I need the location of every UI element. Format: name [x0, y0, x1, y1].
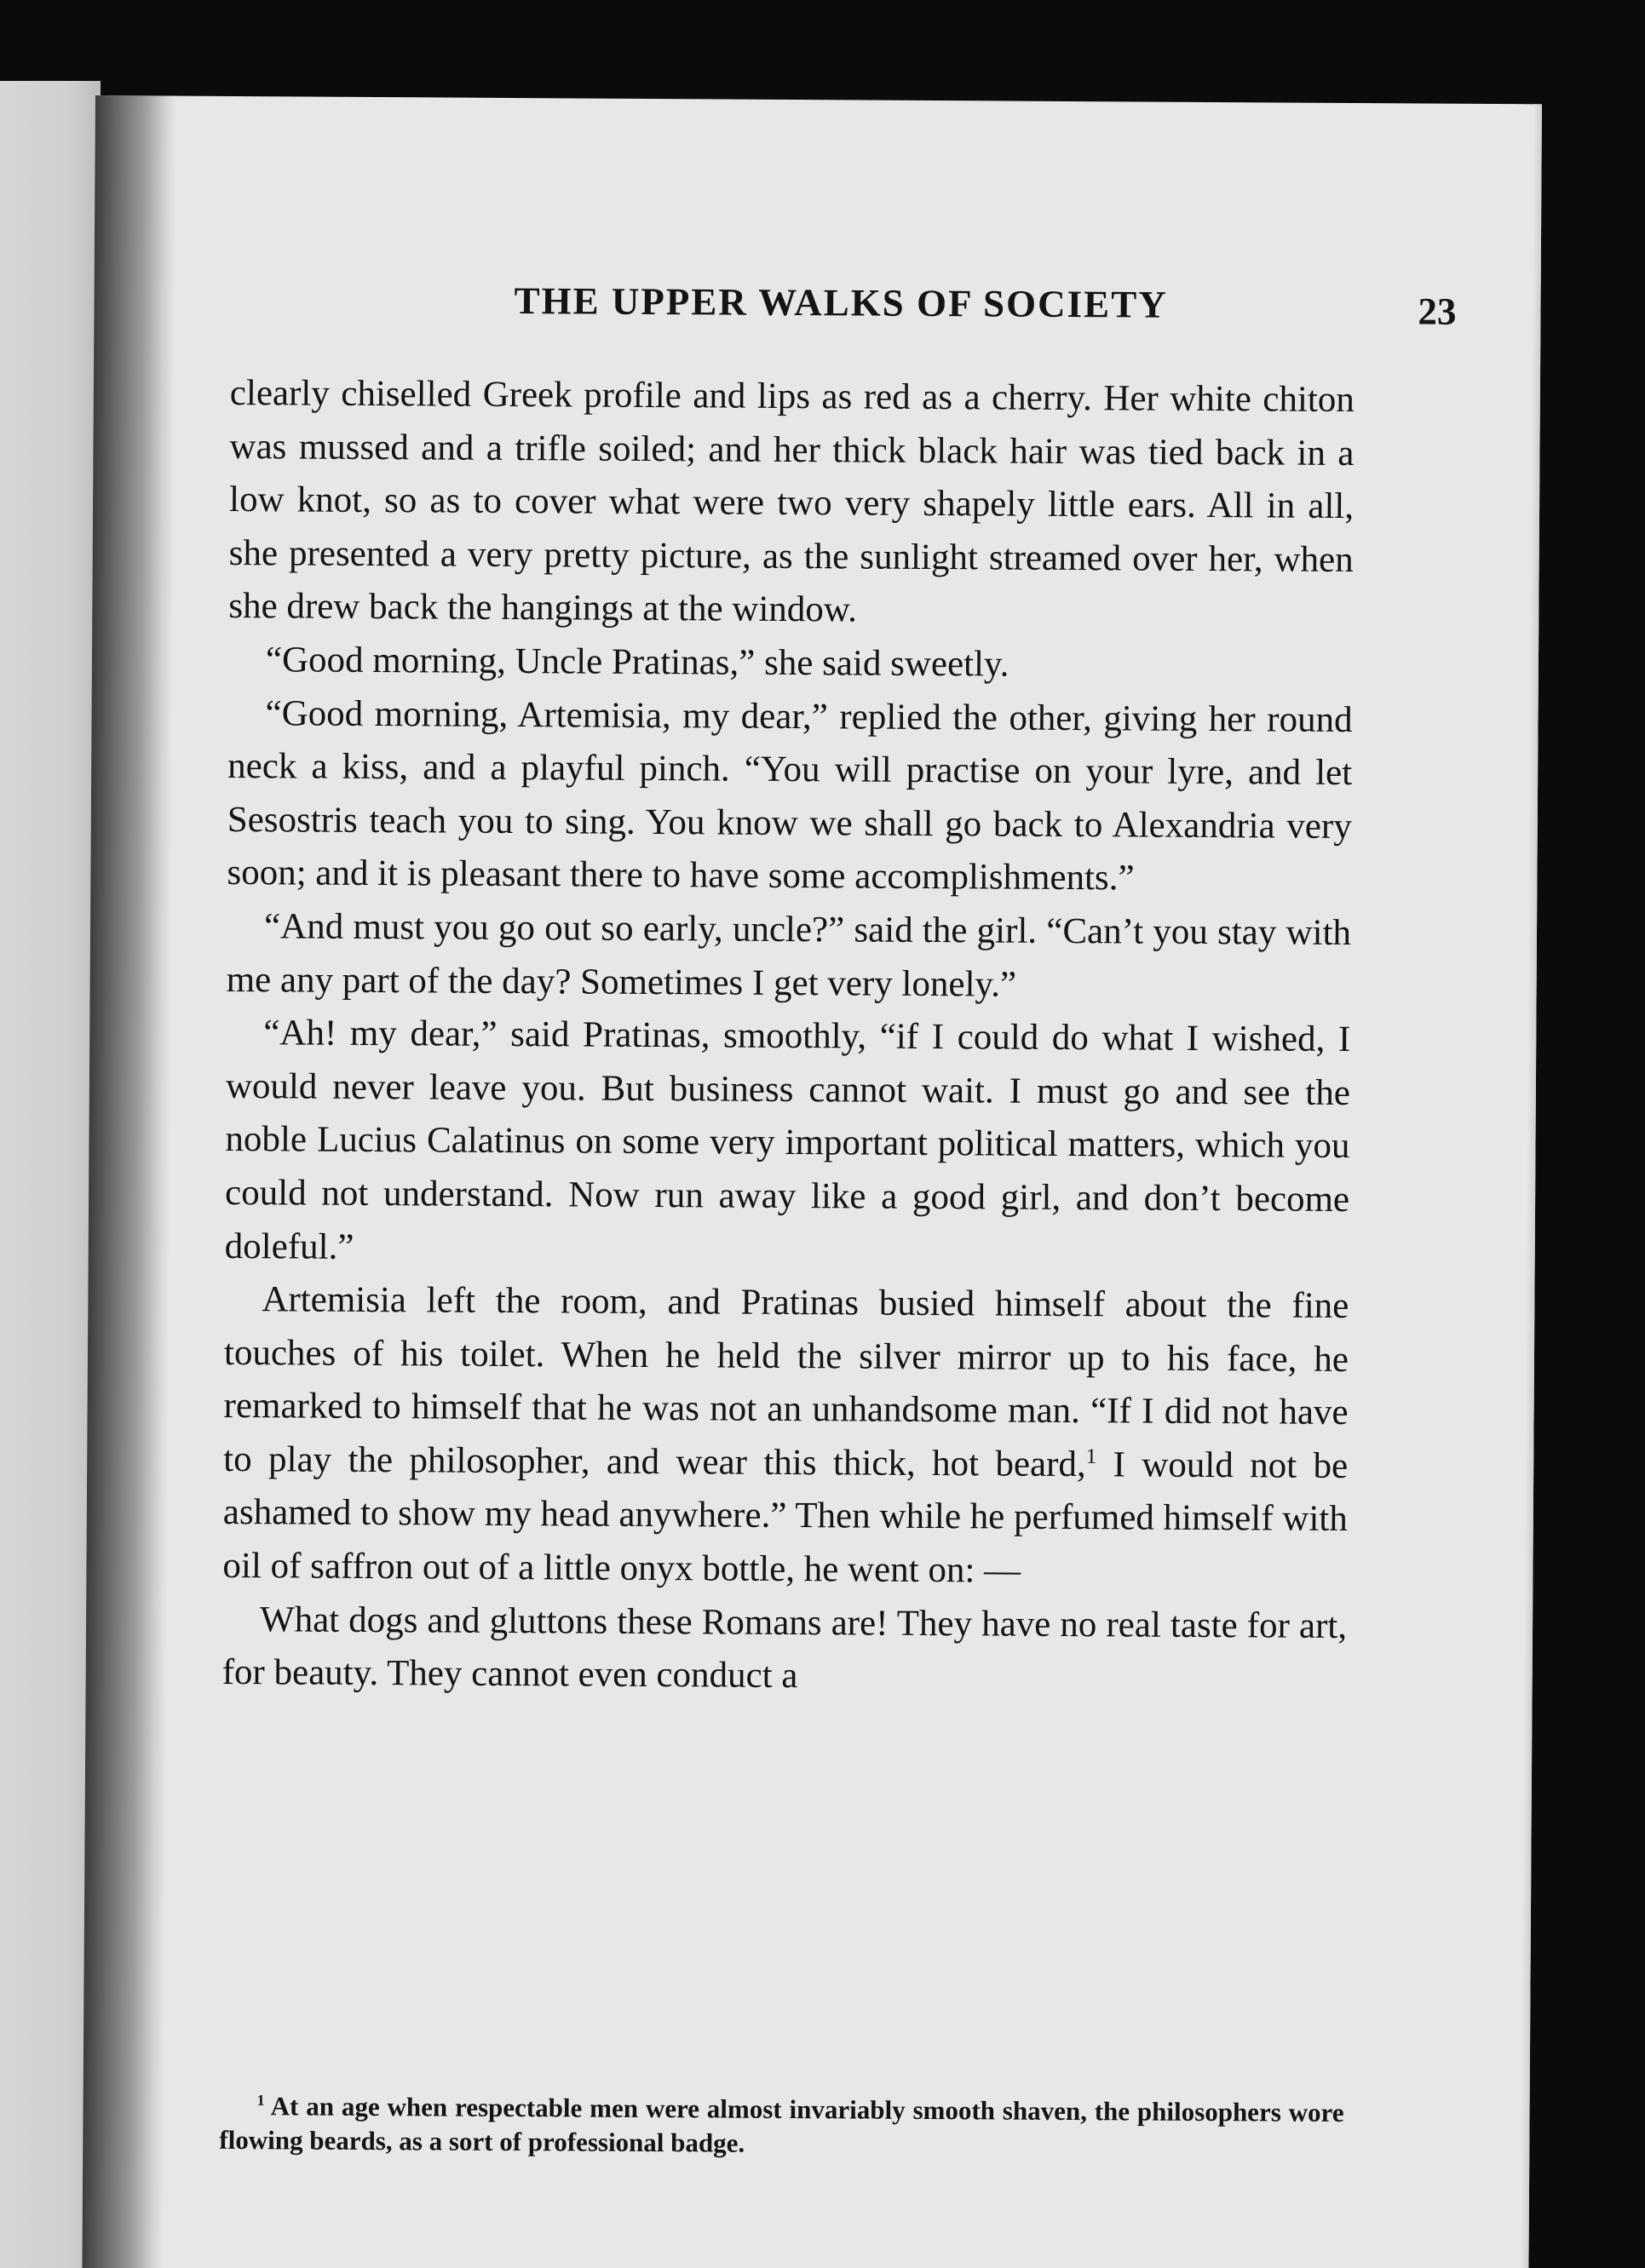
page-header: [217, 277, 1461, 353]
footnote-reference: 1: [1085, 1444, 1097, 1468]
footnote-text: At an age when respectable men were almost invariably smooth shaven, the philosophers wore flowing beards, as a sort of professional badge.: [219, 2091, 1344, 2158]
paragraph-6-text-start: Artemisia left the room, and Pratinas busied himself about the fine touches of his toilet. When he held the silver mirror up to his face, he remarked to himself that he was not an unhandsome man. “If I did not have to play the philosopher, and wear this thick, hot beard,: [223, 1279, 1349, 1485]
paragraph-5: “Ah! my dear,” said Pratinas, smoothly, “if I could do what I wished, I would never leave you. But business cannot wait. I must go and see the noble Lucius Calatinus on some very important political matters, which you could not understand. Now run away like a good girl, and don’t become doleful.”: [224, 1013, 1351, 1267]
book-page: [82, 95, 1542, 2268]
page-gutter-shadow: [82, 95, 176, 2268]
footnote-paragraph: [219, 2089, 1343, 2164]
body-text: [221, 367, 1355, 1707]
paragraph-4: “And must you go out so early, uncle?” said the girl. “Can’t you stay with me any part of the day? Sometimes I get very lonely.”: [226, 906, 1352, 1005]
running-head: THE UPPER WALKS OF SOCIETY: [514, 279, 1168, 326]
paragraph-6-text-end: I would not be ashamed to show my head anywhere.” Then while he perfumed himself with oil of saffron out of a little onyx bottle, he went on: —: [222, 1444, 1349, 1591]
paragraph-7: What dogs and gluttons these Romans are! They have no real taste for art, for beauty. They cannot even conduct a: [221, 1599, 1348, 1697]
paragraph-6: [222, 1273, 1349, 1600]
paragraph-2: “Good morning, Uncle Pratinas,” she said sweetly.: [265, 640, 1009, 685]
page-number: 23: [1418, 290, 1457, 333]
paragraph-1: clearly chiselled Greek profile and lips as red as a cherry. Her white chiton was mussed and a trifle soiled; and her thick black hair was tied back in a low knot, so as to cover what were two very shapely little ears. All in all, she presented a very pretty picture, as the sunlight streamed over her, when she drew back the hangings at the window.: [228, 372, 1355, 630]
footnote-marker: 1: [256, 2091, 265, 2109]
footnote: [219, 2089, 1343, 2164]
page-edge: [1520, 104, 1542, 2268]
paragraph-3: “Good morning, Artemisia, my dear,” replied the other, giving her round neck a kiss, and a playful pinch. “You will practise on your lyre, and let Sesostris teach you to sing. You know we shall go back to Alexandria very soon; and it is pleasant there to have some accomplishments.”: [227, 692, 1353, 899]
